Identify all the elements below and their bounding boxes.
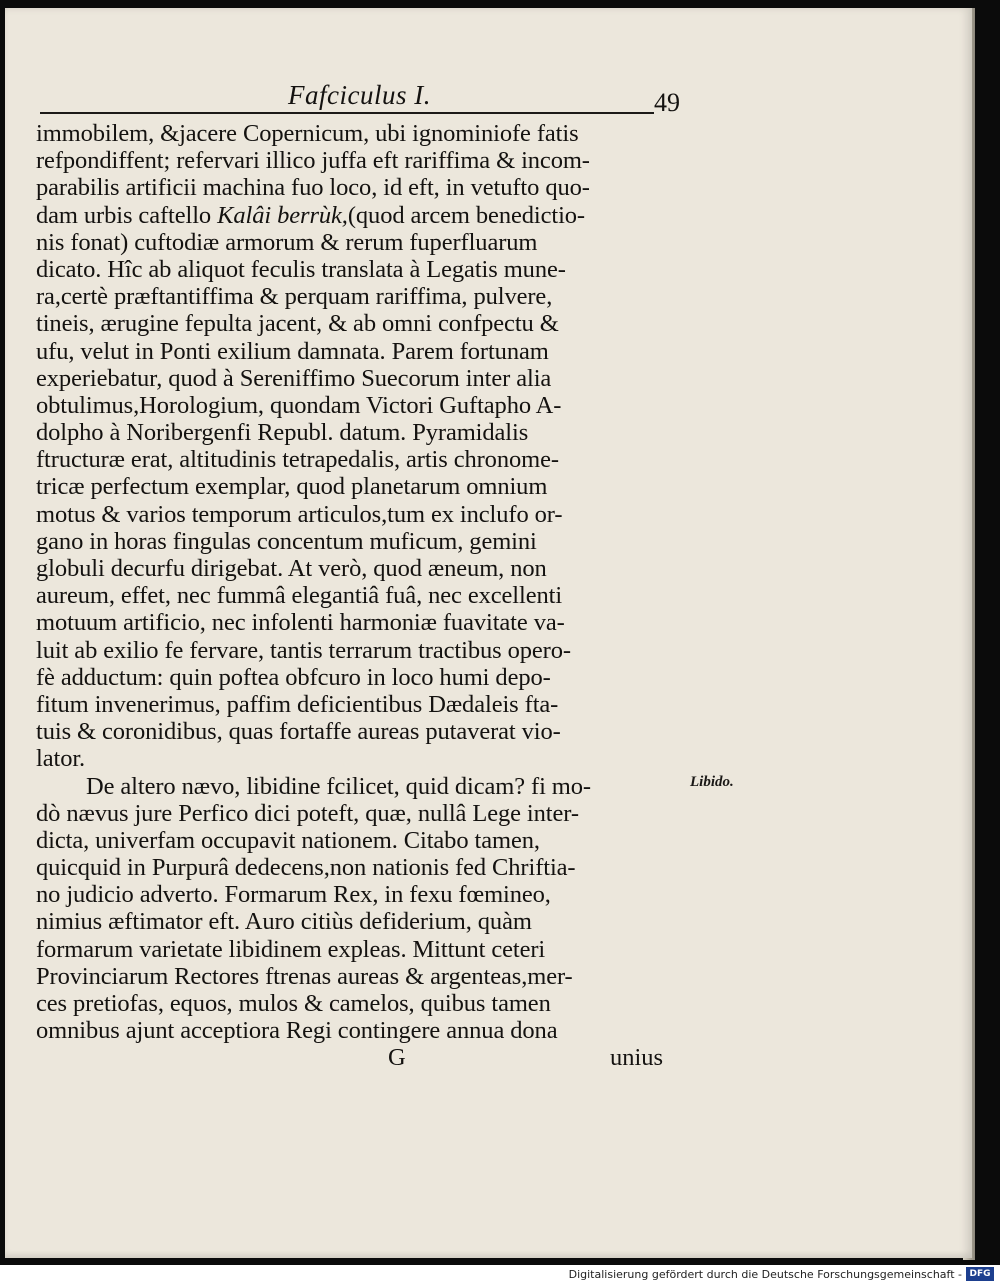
text-line: motus & varios temporum articulos,tum ex inclufo or- (36, 500, 563, 528)
text-line: De altero nævo, libidine fcilicet, quid dicam? fi mo- (86, 772, 591, 800)
footer-row (36, 1044, 686, 1071)
text-line: ces pretiofas, equos, mulos & camelos, quibus tamen (36, 990, 551, 1017)
signature-mark: G (388, 1044, 406, 1072)
text-line: dicato. Hîc ab aliquot feculis translata à Legatis mune- (36, 255, 566, 283)
text-line: luit ab exilio fe fervare, tantis terrarum tractibus opero- (36, 636, 571, 664)
text-line: dicta, univerfam occupavit nationem. Citabo tamen, (36, 826, 540, 854)
text-line: nis fonat) cuftodiæ armorum & rerum fuperfluarum (36, 228, 538, 256)
text-line: no judicio adverto. Formarum Rex, in fexu fœmineo, (36, 881, 551, 909)
text-line: refpondiffent; refervari illico juffa eft rariffima & incom- (36, 147, 590, 175)
text-line: globuli decurfu dirigebat. At verò, quod æneum, non (36, 555, 547, 582)
body-text (36, 120, 686, 1044)
running-head (36, 80, 686, 117)
text-line: obtulimus,Horologium, quondam Victori Guftapho A- (36, 391, 562, 419)
header-rule (40, 112, 654, 114)
text-line: tineis, ærugine fepulta jacent, & ab omni confpectu & (36, 310, 559, 338)
text-line: dò nævus jure Perfico dici poteft, quæ, nullâ Lege inter- (36, 799, 579, 827)
marginal-note: Libido. (690, 774, 734, 790)
text-line: nimius æftimator eft. Auro citiùs defiderium, quàm (36, 908, 532, 936)
text-line: motuum artificio, nec infolenti harmoniæ fuavitate va- (36, 609, 565, 637)
running-title: Fafciculus I. (288, 80, 431, 110)
catchword: unius (610, 1044, 664, 1072)
text-line (36, 202, 686, 229)
credit-bar (0, 1265, 1000, 1285)
text-line: omnibus ajunt acceptiora Regi contingere annua dona (36, 1017, 558, 1045)
text-line: formarum varietate libidinem expleas. Mittunt ceteri (36, 935, 546, 963)
text-line: gano in horas fingulas concentum muficum, gemini (36, 527, 537, 555)
text-line: ra,certè præftantiffima & perquam rariffima, pulvere, (36, 283, 553, 311)
text-line: ufu, velut in Ponti exilium damnata. Parem fortunam (36, 337, 549, 365)
text-segment: dam urbis caftello (36, 201, 218, 229)
text-line: tuis & coronidibus, quas fortaffe aureas putaverat vio- (36, 718, 561, 746)
text-line: fitum invenerimus, paffim deficientibus Dædaleis fta- (36, 690, 559, 718)
text-line: Provinciarum Rectores ftrenas aureas & argenteas,mer- (36, 962, 573, 990)
text-line: experiebatur, quod à Sereniffimo Suecorum inter alia (36, 364, 552, 392)
page-content (36, 80, 686, 1072)
text-segment: (quod arcem benedictio- (347, 201, 585, 229)
text-line: fè adductum: quin poftea obfcuro in loco humi depo- (36, 663, 551, 691)
text-line: ftructuræ erat, altitudinis tetrapedalis, artis chronome- (36, 446, 559, 474)
text-line: immobilem, &jacere Copernicum, ubi ignominiofe fatis (36, 120, 579, 147)
credit-text: Digitalisierung gefördert durch die Deutsche Forschungsgemeinschaft - (568, 1268, 962, 1281)
text-line: aureum, effet, nec fummâ elegantiâ fuâ, nec excellenti (36, 582, 563, 610)
italic-place-name: Kalâi berrùk, (217, 201, 348, 229)
text-line: tricæ perfectum exemplar, quod planetarum omnium (36, 473, 548, 501)
text-line: quicquid in Purpurâ dedecens,non nationis fed Chriftia- (36, 854, 576, 882)
text-line: parabilis artificii machina fuo loco, id eft, in vetufto quo- (36, 174, 590, 202)
page-number: 49 (654, 88, 680, 117)
dfg-logo: DFG (966, 1267, 994, 1281)
text-line: lator. (36, 745, 86, 773)
text-line: dolpho à Noribergenfi Republ. datum. Pyramidalis (36, 419, 529, 447)
